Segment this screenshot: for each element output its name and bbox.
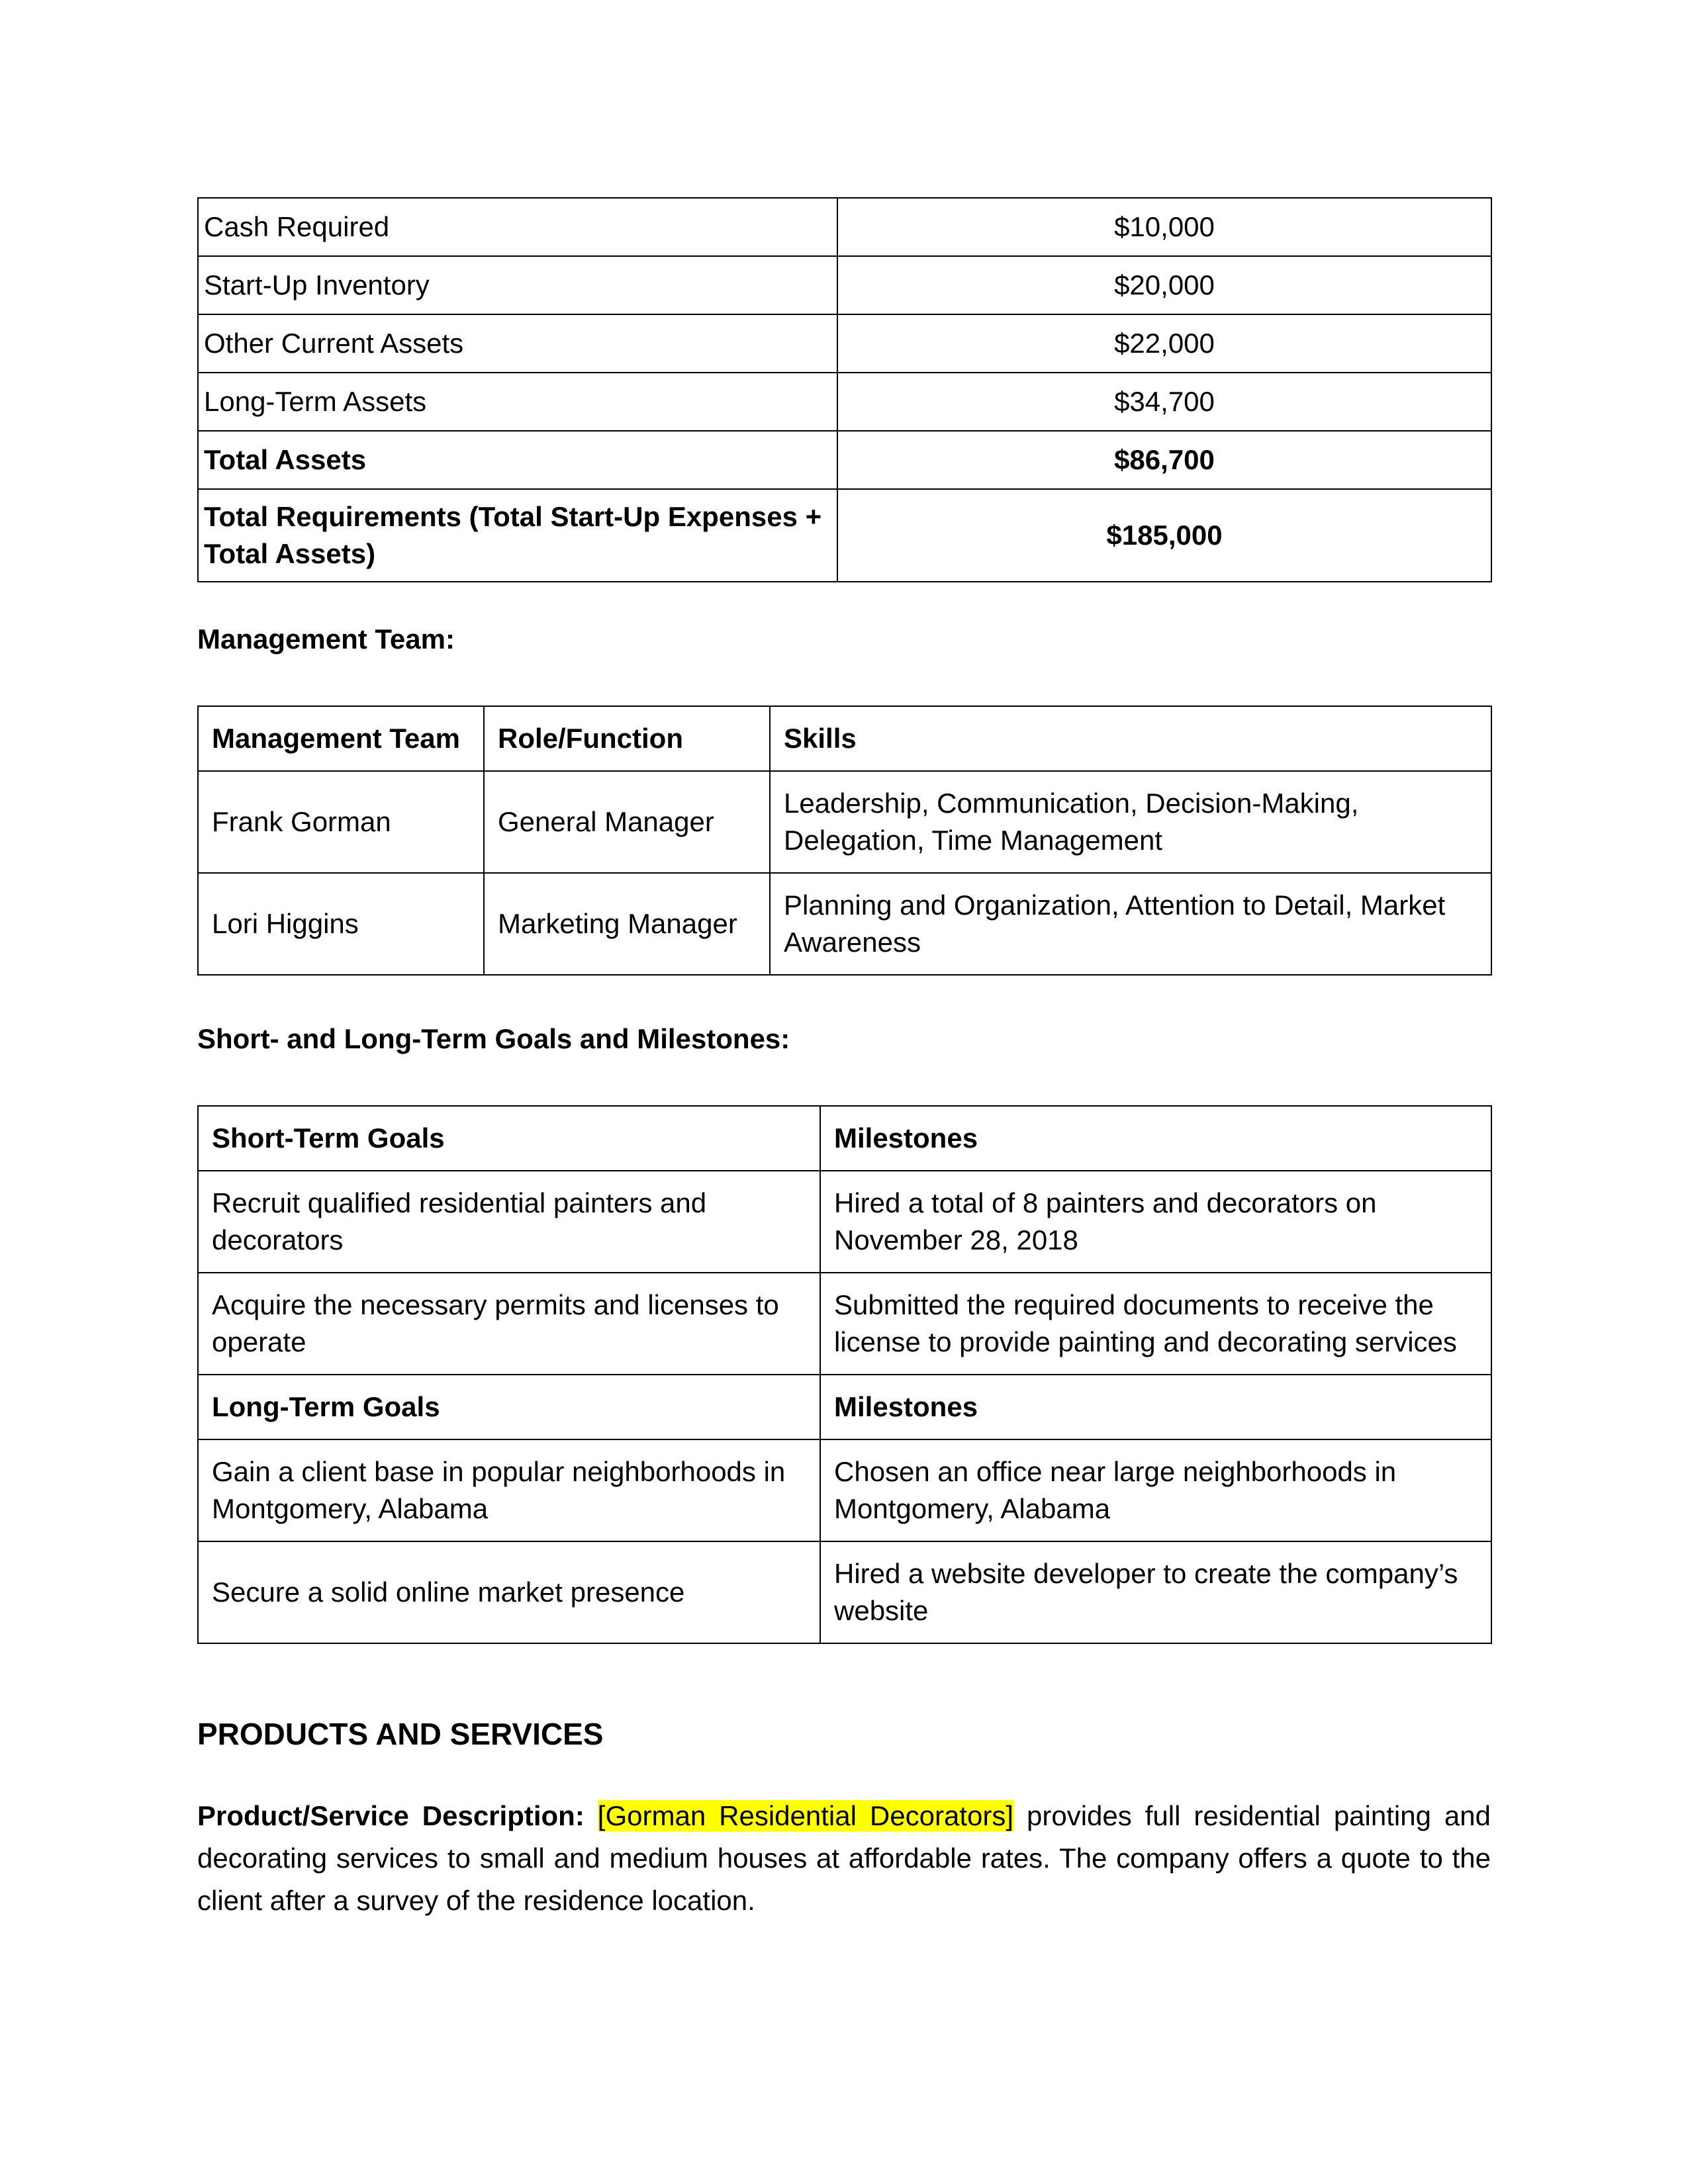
table-row	[198, 198, 1491, 256]
column-header: Milestones	[820, 1106, 1491, 1171]
table-row	[198, 314, 1491, 373]
section-title: PRODUCTS AND SERVICES	[197, 1717, 604, 1751]
total-row	[198, 431, 1491, 489]
asset-value: $34,700	[837, 373, 1491, 431]
member-role: General Manager	[484, 771, 770, 873]
goals-heading: Short- and Long-Term Goals and Milestones:	[197, 1023, 790, 1054]
table-row	[198, 256, 1491, 314]
asset-value: $86,700	[837, 431, 1491, 489]
assets-table	[197, 197, 1492, 582]
asset-label: Long-Term Assets	[198, 373, 837, 431]
member-name: Frank Gorman	[198, 771, 484, 873]
table-header-row	[198, 1106, 1491, 1171]
milestone-cell: Hired a website developer to create the company’s website	[820, 1541, 1491, 1643]
column-header: Milestones	[820, 1375, 1491, 1439]
column-header: Long-Term Goals	[198, 1375, 820, 1439]
column-header: Management Team	[198, 706, 484, 771]
asset-value: $10,000	[837, 198, 1491, 256]
table-row	[198, 873, 1491, 975]
management-heading: Management Team:	[197, 623, 455, 655]
asset-value: $22,000	[837, 314, 1491, 373]
milestone-cell: Chosen an office near large neighborhoods in Montgomery, Alabama	[820, 1439, 1491, 1541]
column-header: Skills	[770, 706, 1491, 771]
column-header: Short-Term Goals	[198, 1106, 820, 1171]
goal-cell: Acquire the necessary permits and licenses to operate	[198, 1273, 820, 1375]
table-row	[198, 1273, 1491, 1375]
goals-table	[197, 1105, 1492, 1644]
table-row	[198, 373, 1491, 431]
product-description	[197, 1795, 1491, 1922]
total-requirements-row	[198, 489, 1491, 582]
member-role: Marketing Manager	[484, 873, 770, 975]
table-row	[198, 1541, 1491, 1643]
table-header-row	[198, 1375, 1491, 1439]
management-table	[197, 705, 1492, 976]
asset-label: Other Current Assets	[198, 314, 837, 373]
milestone-cell: Hired a total of 8 painters and decorators on November 28, 2018	[820, 1171, 1491, 1273]
asset-value: $20,000	[837, 256, 1491, 314]
member-skills: Leadership, Communication, Decision-Making, Delegation, Time Management	[770, 771, 1491, 873]
asset-value: $185,000	[837, 489, 1491, 582]
table-row	[198, 771, 1491, 873]
asset-label: Total Assets	[198, 431, 837, 489]
table-row	[198, 1439, 1491, 1541]
description-label: Product/Service Description:	[197, 1800, 585, 1831]
description-text: provides full residential painting and decorating services to small and medium houses at affordable rates. The company offers a quote to the client after a survey of the residence location.	[197, 1800, 1491, 1916]
asset-label: Cash Required	[198, 198, 837, 256]
milestone-cell: Submitted the required documents to receive the license to provide painting and decorating services	[820, 1273, 1491, 1375]
company-name-highlight: [Gorman Residential Decorators]	[597, 1800, 1014, 1831]
goal-cell: Gain a client base in popular neighborhoods in Montgomery, Alabama	[198, 1439, 820, 1541]
column-header: Role/Function	[484, 706, 770, 771]
goal-cell: Recruit qualified residential painters and decorators	[198, 1171, 820, 1273]
member-skills: Planning and Organization, Attention to Detail, Market Awareness	[770, 873, 1491, 975]
asset-label: Total Requirements (Total Start-Up Expenses + Total Assets)	[198, 489, 837, 582]
member-name: Lori Higgins	[198, 873, 484, 975]
document-page	[197, 197, 1491, 1950]
table-row	[198, 1171, 1491, 1273]
goal-cell: Secure a solid online market presence	[198, 1541, 820, 1643]
table-header-row	[198, 706, 1491, 771]
asset-label: Start-Up Inventory	[198, 256, 837, 314]
